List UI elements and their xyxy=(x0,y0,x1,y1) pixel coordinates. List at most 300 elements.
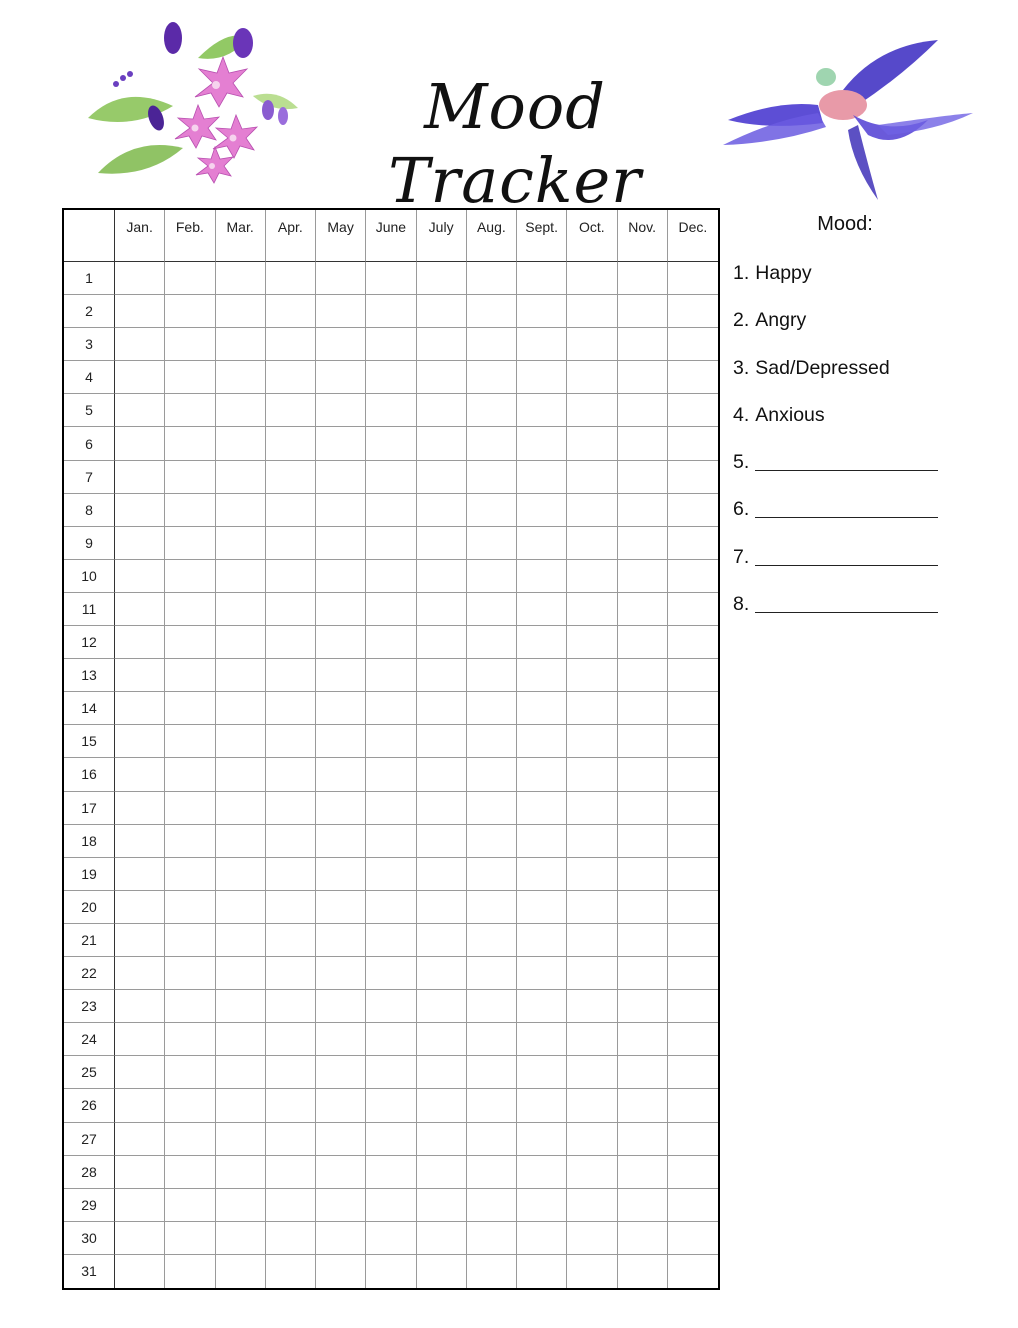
mood-entry-cell[interactable] xyxy=(366,394,416,427)
mood-entry-cell[interactable] xyxy=(366,1189,416,1222)
mood-entry-cell[interactable] xyxy=(366,957,416,990)
mood-entry-cell[interactable] xyxy=(216,924,266,957)
mood-entry-cell[interactable] xyxy=(467,626,517,659)
mood-entry-cell[interactable] xyxy=(115,527,165,560)
mood-entry-cell[interactable] xyxy=(618,692,668,725)
mood-entry-cell[interactable] xyxy=(115,1189,165,1222)
mood-entry-cell[interactable] xyxy=(316,328,366,361)
mood-entry-cell[interactable] xyxy=(567,394,617,427)
mood-entry-cell[interactable] xyxy=(417,494,467,527)
mood-entry-cell[interactable] xyxy=(115,1255,165,1288)
mood-entry-cell[interactable] xyxy=(567,825,617,858)
mood-entry-cell[interactable] xyxy=(266,891,316,924)
mood-entry-cell[interactable] xyxy=(567,593,617,626)
mood-entry-cell[interactable] xyxy=(567,1023,617,1056)
mood-entry-cell[interactable] xyxy=(366,891,416,924)
mood-entry-cell[interactable] xyxy=(366,1089,416,1122)
mood-entry-cell[interactable] xyxy=(165,328,215,361)
mood-entry-cell[interactable] xyxy=(567,659,617,692)
mood-entry-cell[interactable] xyxy=(668,593,718,626)
mood-entry-cell[interactable] xyxy=(266,1056,316,1089)
mood-entry-cell[interactable] xyxy=(115,1156,165,1189)
mood-entry-cell[interactable] xyxy=(517,891,567,924)
mood-entry-cell[interactable] xyxy=(467,1056,517,1089)
mood-entry-cell[interactable] xyxy=(618,593,668,626)
mood-entry-cell[interactable] xyxy=(316,626,366,659)
mood-entry-cell[interactable] xyxy=(115,825,165,858)
mood-entry-cell[interactable] xyxy=(517,560,567,593)
mood-entry-cell[interactable] xyxy=(517,1023,567,1056)
mood-entry-cell[interactable] xyxy=(115,494,165,527)
mood-entry-cell[interactable] xyxy=(517,659,567,692)
mood-entry-cell[interactable] xyxy=(517,758,567,791)
mood-entry-cell[interactable] xyxy=(517,262,567,295)
mood-entry-cell[interactable] xyxy=(517,825,567,858)
mood-entry-cell[interactable] xyxy=(115,725,165,758)
mood-entry-cell[interactable] xyxy=(366,825,416,858)
mood-entry-cell[interactable] xyxy=(165,494,215,527)
mood-entry-cell[interactable] xyxy=(266,858,316,891)
mood-entry-cell[interactable] xyxy=(366,924,416,957)
mood-entry-cell[interactable] xyxy=(216,361,266,394)
mood-entry-cell[interactable] xyxy=(216,792,266,825)
mood-entry-cell[interactable] xyxy=(417,394,467,427)
mood-entry-cell[interactable] xyxy=(517,295,567,328)
mood-entry-cell[interactable] xyxy=(216,891,266,924)
mood-entry-cell[interactable] xyxy=(668,990,718,1023)
mood-entry-cell[interactable] xyxy=(668,692,718,725)
mood-entry-cell[interactable] xyxy=(165,461,215,494)
mood-entry-cell[interactable] xyxy=(467,527,517,560)
mood-entry-cell[interactable] xyxy=(316,1156,366,1189)
mood-entry-cell[interactable] xyxy=(216,825,266,858)
mood-entry-cell[interactable] xyxy=(115,659,165,692)
mood-entry-cell[interactable] xyxy=(165,792,215,825)
mood-entry-cell[interactable] xyxy=(316,659,366,692)
mood-entry-cell[interactable] xyxy=(618,1156,668,1189)
mood-entry-cell[interactable] xyxy=(668,461,718,494)
mood-entry-cell[interactable] xyxy=(266,328,316,361)
mood-entry-cell[interactable] xyxy=(668,1123,718,1156)
mood-entry-cell[interactable] xyxy=(668,1056,718,1089)
mood-entry-cell[interactable] xyxy=(567,1255,617,1288)
mood-entry-cell[interactable] xyxy=(417,1222,467,1255)
mood-entry-cell[interactable] xyxy=(668,957,718,990)
mood-entry-cell[interactable] xyxy=(467,1123,517,1156)
mood-entry-cell[interactable] xyxy=(618,427,668,460)
mood-entry-cell[interactable] xyxy=(165,825,215,858)
mood-entry-cell[interactable] xyxy=(668,527,718,560)
mood-entry-cell[interactable] xyxy=(115,957,165,990)
mood-entry-cell[interactable] xyxy=(567,1123,617,1156)
mood-entry-cell[interactable] xyxy=(165,427,215,460)
mood-entry-cell[interactable] xyxy=(668,560,718,593)
mood-entry-cell[interactable] xyxy=(316,394,366,427)
mood-entry-cell[interactable] xyxy=(668,858,718,891)
mood-entry-cell[interactable] xyxy=(316,560,366,593)
mood-entry-cell[interactable] xyxy=(115,394,165,427)
mood-entry-cell[interactable] xyxy=(115,593,165,626)
mood-entry-cell[interactable] xyxy=(417,891,467,924)
mood-entry-cell[interactable] xyxy=(467,1089,517,1122)
mood-entry-cell[interactable] xyxy=(115,427,165,460)
mood-entry-cell[interactable] xyxy=(366,560,416,593)
mood-entry-cell[interactable] xyxy=(165,1089,215,1122)
mood-entry-cell[interactable] xyxy=(316,792,366,825)
mood-entry-cell[interactable] xyxy=(618,891,668,924)
mood-entry-cell[interactable] xyxy=(266,494,316,527)
mood-entry-cell[interactable] xyxy=(266,1023,316,1056)
mood-entry-cell[interactable] xyxy=(618,626,668,659)
mood-entry-cell[interactable] xyxy=(517,792,567,825)
mood-entry-cell[interactable] xyxy=(115,924,165,957)
mood-entry-cell[interactable] xyxy=(567,626,617,659)
mood-entry-cell[interactable] xyxy=(366,1123,416,1156)
mood-entry-cell[interactable] xyxy=(517,990,567,1023)
mood-entry-cell[interactable] xyxy=(366,427,416,460)
mood-entry-cell[interactable] xyxy=(417,527,467,560)
mood-entry-cell[interactable] xyxy=(316,758,366,791)
mood-entry-cell[interactable] xyxy=(567,1156,617,1189)
mood-entry-cell[interactable] xyxy=(316,262,366,295)
mood-entry-cell[interactable] xyxy=(366,858,416,891)
mood-entry-cell[interactable] xyxy=(467,758,517,791)
mood-entry-cell[interactable] xyxy=(266,1222,316,1255)
mood-entry-cell[interactable] xyxy=(668,1089,718,1122)
mood-entry-cell[interactable] xyxy=(366,494,416,527)
mood-entry-cell[interactable] xyxy=(517,1255,567,1288)
mood-entry-cell[interactable] xyxy=(668,825,718,858)
mood-entry-cell[interactable] xyxy=(467,692,517,725)
mood-entry-cell[interactable] xyxy=(467,659,517,692)
mood-entry-cell[interactable] xyxy=(165,725,215,758)
mood-entry-cell[interactable] xyxy=(618,527,668,560)
mood-entry-cell[interactable] xyxy=(115,1023,165,1056)
mood-entry-cell[interactable] xyxy=(316,361,366,394)
mood-entry-cell[interactable] xyxy=(115,692,165,725)
mood-entry-cell[interactable] xyxy=(165,659,215,692)
mood-entry-cell[interactable] xyxy=(366,1023,416,1056)
mood-entry-cell[interactable] xyxy=(216,758,266,791)
mood-entry-cell[interactable] xyxy=(417,1156,467,1189)
mood-entry-cell[interactable] xyxy=(316,924,366,957)
mood-entry-cell[interactable] xyxy=(668,891,718,924)
mood-entry-cell[interactable] xyxy=(366,262,416,295)
mood-entry-cell[interactable] xyxy=(266,1123,316,1156)
mood-entry-cell[interactable] xyxy=(316,295,366,328)
mood-entry-cell[interactable] xyxy=(366,692,416,725)
mood-entry-cell[interactable] xyxy=(618,1255,668,1288)
mood-entry-cell[interactable] xyxy=(517,394,567,427)
mood-entry-cell[interactable] xyxy=(266,560,316,593)
mood-entry-cell[interactable] xyxy=(115,1222,165,1255)
mood-entry-cell[interactable] xyxy=(668,1023,718,1056)
legend-blank-line[interactable] xyxy=(755,546,938,566)
mood-entry-cell[interactable] xyxy=(316,825,366,858)
mood-entry-cell[interactable] xyxy=(517,494,567,527)
mood-entry-cell[interactable] xyxy=(417,725,467,758)
mood-entry-cell[interactable] xyxy=(266,659,316,692)
mood-entry-cell[interactable] xyxy=(165,1255,215,1288)
mood-entry-cell[interactable] xyxy=(668,792,718,825)
mood-entry-cell[interactable] xyxy=(266,527,316,560)
mood-entry-cell[interactable] xyxy=(618,262,668,295)
mood-entry-cell[interactable] xyxy=(467,593,517,626)
mood-entry-cell[interactable] xyxy=(567,1189,617,1222)
mood-entry-cell[interactable] xyxy=(467,328,517,361)
mood-entry-cell[interactable] xyxy=(517,361,567,394)
mood-entry-cell[interactable] xyxy=(216,427,266,460)
mood-entry-cell[interactable] xyxy=(567,427,617,460)
mood-entry-cell[interactable] xyxy=(467,1023,517,1056)
mood-entry-cell[interactable] xyxy=(165,295,215,328)
mood-entry-cell[interactable] xyxy=(467,1222,517,1255)
mood-entry-cell[interactable] xyxy=(366,527,416,560)
mood-entry-cell[interactable] xyxy=(567,990,617,1023)
mood-entry-cell[interactable] xyxy=(366,659,416,692)
mood-entry-cell[interactable] xyxy=(216,494,266,527)
mood-entry-cell[interactable] xyxy=(165,1123,215,1156)
mood-entry-cell[interactable] xyxy=(467,494,517,527)
mood-entry-cell[interactable] xyxy=(567,1222,617,1255)
mood-entry-cell[interactable] xyxy=(668,262,718,295)
mood-entry-cell[interactable] xyxy=(517,1089,567,1122)
mood-entry-cell[interactable] xyxy=(216,295,266,328)
mood-entry-cell[interactable] xyxy=(618,924,668,957)
mood-entry-cell[interactable] xyxy=(618,957,668,990)
mood-entry-cell[interactable] xyxy=(115,461,165,494)
mood-entry-cell[interactable] xyxy=(216,461,266,494)
mood-entry-cell[interactable] xyxy=(668,361,718,394)
mood-entry-cell[interactable] xyxy=(618,494,668,527)
mood-entry-cell[interactable] xyxy=(316,527,366,560)
mood-entry-cell[interactable] xyxy=(366,626,416,659)
mood-entry-cell[interactable] xyxy=(266,295,316,328)
mood-entry-cell[interactable] xyxy=(517,1123,567,1156)
mood-entry-cell[interactable] xyxy=(567,262,617,295)
mood-entry-cell[interactable] xyxy=(618,328,668,361)
mood-entry-cell[interactable] xyxy=(417,1189,467,1222)
mood-entry-cell[interactable] xyxy=(216,1156,266,1189)
mood-entry-cell[interactable] xyxy=(366,1255,416,1288)
mood-entry-cell[interactable] xyxy=(668,328,718,361)
mood-entry-cell[interactable] xyxy=(618,560,668,593)
mood-entry-cell[interactable] xyxy=(467,1255,517,1288)
mood-entry-cell[interactable] xyxy=(216,1123,266,1156)
mood-entry-cell[interactable] xyxy=(316,1056,366,1089)
mood-entry-cell[interactable] xyxy=(517,593,567,626)
mood-entry-cell[interactable] xyxy=(417,295,467,328)
mood-entry-cell[interactable] xyxy=(115,1089,165,1122)
mood-entry-cell[interactable] xyxy=(467,825,517,858)
mood-entry-cell[interactable] xyxy=(266,825,316,858)
mood-entry-cell[interactable] xyxy=(165,990,215,1023)
mood-entry-cell[interactable] xyxy=(266,593,316,626)
mood-entry-cell[interactable] xyxy=(165,957,215,990)
mood-entry-cell[interactable] xyxy=(165,758,215,791)
mood-entry-cell[interactable] xyxy=(517,461,567,494)
mood-entry-cell[interactable] xyxy=(115,1123,165,1156)
mood-entry-cell[interactable] xyxy=(618,825,668,858)
mood-entry-cell[interactable] xyxy=(115,361,165,394)
mood-entry-cell[interactable] xyxy=(165,1023,215,1056)
mood-entry-cell[interactable] xyxy=(115,990,165,1023)
mood-entry-cell[interactable] xyxy=(266,792,316,825)
mood-entry-cell[interactable] xyxy=(316,461,366,494)
mood-entry-cell[interactable] xyxy=(618,394,668,427)
mood-entry-cell[interactable] xyxy=(115,560,165,593)
mood-entry-cell[interactable] xyxy=(266,394,316,427)
mood-entry-cell[interactable] xyxy=(417,1255,467,1288)
mood-entry-cell[interactable] xyxy=(467,262,517,295)
mood-entry-cell[interactable] xyxy=(668,924,718,957)
mood-entry-cell[interactable] xyxy=(266,1089,316,1122)
mood-entry-cell[interactable] xyxy=(567,957,617,990)
mood-entry-cell[interactable] xyxy=(165,527,215,560)
mood-entry-cell[interactable] xyxy=(567,328,617,361)
mood-entry-cell[interactable] xyxy=(316,692,366,725)
mood-entry-cell[interactable] xyxy=(668,1222,718,1255)
mood-entry-cell[interactable] xyxy=(266,957,316,990)
mood-entry-cell[interactable] xyxy=(216,560,266,593)
mood-entry-cell[interactable] xyxy=(668,295,718,328)
mood-entry-cell[interactable] xyxy=(467,957,517,990)
mood-entry-cell[interactable] xyxy=(417,560,467,593)
mood-entry-cell[interactable] xyxy=(567,725,617,758)
mood-entry-cell[interactable] xyxy=(366,461,416,494)
mood-entry-cell[interactable] xyxy=(417,1089,467,1122)
mood-entry-cell[interactable] xyxy=(567,527,617,560)
mood-entry-cell[interactable] xyxy=(216,1023,266,1056)
mood-entry-cell[interactable] xyxy=(467,394,517,427)
mood-entry-cell[interactable] xyxy=(115,328,165,361)
mood-entry-cell[interactable] xyxy=(165,891,215,924)
mood-entry-cell[interactable] xyxy=(668,1255,718,1288)
mood-entry-cell[interactable] xyxy=(366,758,416,791)
mood-entry-cell[interactable] xyxy=(417,1123,467,1156)
mood-entry-cell[interactable] xyxy=(567,692,617,725)
mood-entry-cell[interactable] xyxy=(366,295,416,328)
legend-blank-line[interactable] xyxy=(755,593,938,613)
mood-entry-cell[interactable] xyxy=(165,858,215,891)
mood-entry-cell[interactable] xyxy=(618,295,668,328)
mood-entry-cell[interactable] xyxy=(567,891,617,924)
mood-entry-cell[interactable] xyxy=(517,957,567,990)
mood-entry-cell[interactable] xyxy=(467,924,517,957)
mood-entry-cell[interactable] xyxy=(366,792,416,825)
mood-entry-cell[interactable] xyxy=(417,858,467,891)
mood-entry-cell[interactable] xyxy=(266,990,316,1023)
mood-entry-cell[interactable] xyxy=(165,1156,215,1189)
mood-entry-cell[interactable] xyxy=(165,692,215,725)
mood-entry-cell[interactable] xyxy=(467,792,517,825)
mood-entry-cell[interactable] xyxy=(316,957,366,990)
mood-entry-cell[interactable] xyxy=(366,990,416,1023)
mood-entry-cell[interactable] xyxy=(668,1189,718,1222)
mood-entry-cell[interactable] xyxy=(467,1189,517,1222)
mood-entry-cell[interactable] xyxy=(216,527,266,560)
mood-entry-cell[interactable] xyxy=(165,626,215,659)
mood-entry-cell[interactable] xyxy=(266,361,316,394)
legend-blank-line[interactable] xyxy=(755,451,938,471)
mood-entry-cell[interactable] xyxy=(417,361,467,394)
mood-entry-cell[interactable] xyxy=(316,593,366,626)
mood-entry-cell[interactable] xyxy=(467,725,517,758)
mood-entry-cell[interactable] xyxy=(216,1255,266,1288)
mood-entry-cell[interactable] xyxy=(618,1089,668,1122)
mood-entry-cell[interactable] xyxy=(567,792,617,825)
mood-entry-cell[interactable] xyxy=(316,1089,366,1122)
mood-entry-cell[interactable] xyxy=(266,626,316,659)
mood-entry-cell[interactable] xyxy=(567,1056,617,1089)
mood-entry-cell[interactable] xyxy=(467,891,517,924)
mood-entry-cell[interactable] xyxy=(266,1255,316,1288)
mood-entry-cell[interactable] xyxy=(165,1222,215,1255)
mood-entry-cell[interactable] xyxy=(517,1222,567,1255)
mood-entry-cell[interactable] xyxy=(417,1056,467,1089)
mood-entry-cell[interactable] xyxy=(567,758,617,791)
mood-entry-cell[interactable] xyxy=(366,328,416,361)
mood-entry-cell[interactable] xyxy=(618,1056,668,1089)
mood-entry-cell[interactable] xyxy=(567,1089,617,1122)
mood-entry-cell[interactable] xyxy=(115,858,165,891)
mood-entry-cell[interactable] xyxy=(668,725,718,758)
mood-entry-cell[interactable] xyxy=(618,1222,668,1255)
mood-entry-cell[interactable] xyxy=(517,1056,567,1089)
mood-entry-cell[interactable] xyxy=(567,295,617,328)
mood-entry-cell[interactable] xyxy=(266,1189,316,1222)
mood-entry-cell[interactable] xyxy=(366,1156,416,1189)
mood-entry-cell[interactable] xyxy=(115,792,165,825)
mood-entry-cell[interactable] xyxy=(618,461,668,494)
mood-entry-cell[interactable] xyxy=(567,361,617,394)
mood-entry-cell[interactable] xyxy=(165,361,215,394)
mood-entry-cell[interactable] xyxy=(618,361,668,394)
mood-entry-cell[interactable] xyxy=(216,626,266,659)
mood-entry-cell[interactable] xyxy=(266,725,316,758)
mood-entry-cell[interactable] xyxy=(517,1189,567,1222)
mood-entry-cell[interactable] xyxy=(316,427,366,460)
mood-entry-cell[interactable] xyxy=(216,328,266,361)
mood-entry-cell[interactable] xyxy=(216,725,266,758)
mood-entry-cell[interactable] xyxy=(467,990,517,1023)
mood-entry-cell[interactable] xyxy=(417,262,467,295)
mood-entry-cell[interactable] xyxy=(115,1056,165,1089)
mood-entry-cell[interactable] xyxy=(668,659,718,692)
mood-entry-cell[interactable] xyxy=(517,858,567,891)
mood-entry-cell[interactable] xyxy=(467,1156,517,1189)
mood-entry-cell[interactable] xyxy=(668,494,718,527)
mood-entry-cell[interactable] xyxy=(266,692,316,725)
mood-entry-cell[interactable] xyxy=(467,295,517,328)
mood-entry-cell[interactable] xyxy=(216,394,266,427)
mood-entry-cell[interactable] xyxy=(316,1255,366,1288)
mood-entry-cell[interactable] xyxy=(316,494,366,527)
mood-entry-cell[interactable] xyxy=(216,1189,266,1222)
mood-entry-cell[interactable] xyxy=(266,461,316,494)
mood-entry-cell[interactable] xyxy=(366,1056,416,1089)
mood-entry-cell[interactable] xyxy=(618,858,668,891)
mood-entry-cell[interactable] xyxy=(618,758,668,791)
mood-entry-cell[interactable] xyxy=(115,891,165,924)
mood-entry-cell[interactable] xyxy=(417,626,467,659)
mood-entry-cell[interactable] xyxy=(467,560,517,593)
mood-entry-cell[interactable] xyxy=(417,659,467,692)
mood-entry-cell[interactable] xyxy=(115,295,165,328)
mood-entry-cell[interactable] xyxy=(165,394,215,427)
mood-entry-cell[interactable] xyxy=(165,1189,215,1222)
mood-entry-cell[interactable] xyxy=(165,1056,215,1089)
